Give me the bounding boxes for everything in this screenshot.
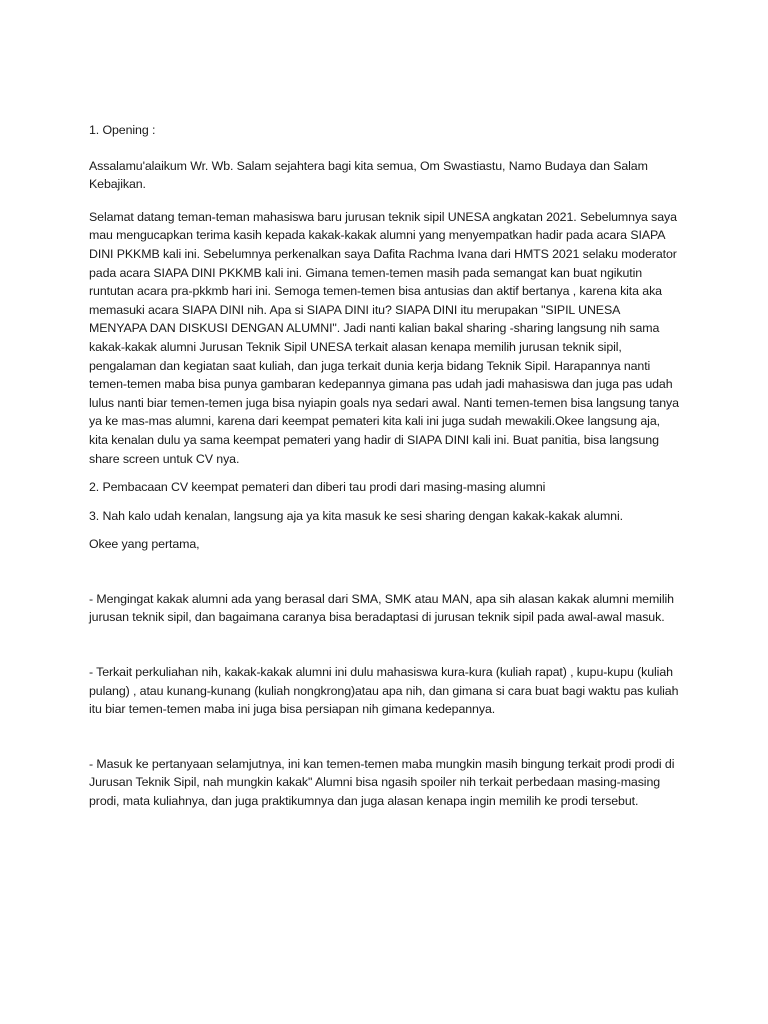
question-3: - Masuk ke pertanyaan selamjutnya, ini kan temen-temen maba mungkin masih bingung terkait prodi prodi di Jurusan Teknik Sipil, nah mungkin kakak" Alumni bisa ngasih spoiler nih terkait perbedaan masing-masing prodi, mata kuliahnya, dan juga praktikumnya dan juga alasan kenapa ingin memilih ke prodi tersebut. — [89, 756, 675, 809]
section-item-3: 3. Nah kalo udah kenalan, langsung aja ya kita masuk ke sesi sharing dengan kakak-kakak alumni. — [89, 508, 623, 523]
greeting-paragraph: Assalamu'alaikum Wr. Wb. Salam sejahtera bagi kita semua, Om Swastiastu, Namo Budaya dan Salam Kebajikan. — [89, 158, 648, 192]
transition-line: Okee yang pertama, — [89, 537, 200, 552]
section-item-2: 2. Pembacaan CV keempat pemateri dan diberi tau prodi dari masing-masing alumni — [89, 480, 546, 495]
section-heading-opening: 1. Opening : — [89, 123, 156, 137]
question-1: - Mengingat kakak alumni ada yang berasal dari SMA, SMK atau MAN, apa sih alasan kakak alumni memilih jurusan teknik sipil, dan bagaimana caranya bisa beradaptasi di jurusan teknik sipil pada awal-awal masuk. — [89, 591, 674, 625]
question-2: - Terkait perkuliahan nih, kakak-kakak alumni ini dulu mahasiswa kura-kura (kuliah rapat) , kupu-kupu (kuliah pulang) , atau kunang-kunang (kuliah nongkrong)atau apa nih, dan gimana si cara buat bagi waktu pas kuliah itu biar temen-temen maba ini juga bisa persiapan nih gimana kedepannya. — [89, 665, 679, 717]
document-body — [89, 121, 679, 811]
opening-paragraph: Selamat datang teman-teman mahasiswa baru jurusan teknik sipil UNESA angkatan 2021. Sebelumnya saya mau mengucapkan terima kasih kepada kakak-kakak alumni yang menyempatkan hadir pada acara SIAPA DINI PKKMB kali ini. Sebelumnya perkenalkan saya Dafita Rachma Ivana dari HMTS 2021 selaku moderator pada acara SIAPA DINI PKKMB kali ini. Gimana temen-temen masih pada semangat kan buat ngikutin runtutan acara pra-pkkmb hari ini. Semoga temen-temen bisa antusias dan aktif bertanya , karena kita aka memasuki acara SIAPA DINI nih. Apa si SIAPA DINI itu? SIAPA DINI itu merupakan "SIPIL UNESA MENYAPA DAN DISKUSI DENGAN ALUMNI". Jadi nanti kalian bakal sharing -sharing langsung nih sama kakak-kakak alumni Jurusan Teknik Sipil UNESA terkait alasan kenapa memilih jurusan teknik sipil, pengalaman dan kegiatan saat kuliah, dan juga terkait dunia kerja bidang Teknik Sipil. Harapannya nanti temen-temen maba bisa punya gambaran kedepannya gimana pas udah jadi mahasiswa dan juga pas udah lulus nanti biar temen-temen juga bisa nyiapin goals nya sedari awal. Nanti temen-temen bisa langsung tanya ya ke mas-mas alumni, karena dari keempat pemateri kita kali ini juga sudah mewakili.Okee langsung aja, kita kenalan dulu ya sama keempat pemateri yang hadir di SIAPA DINI kali ini. Buat panitia, bisa langsung share screen untuk CV nya. — [89, 209, 679, 466]
